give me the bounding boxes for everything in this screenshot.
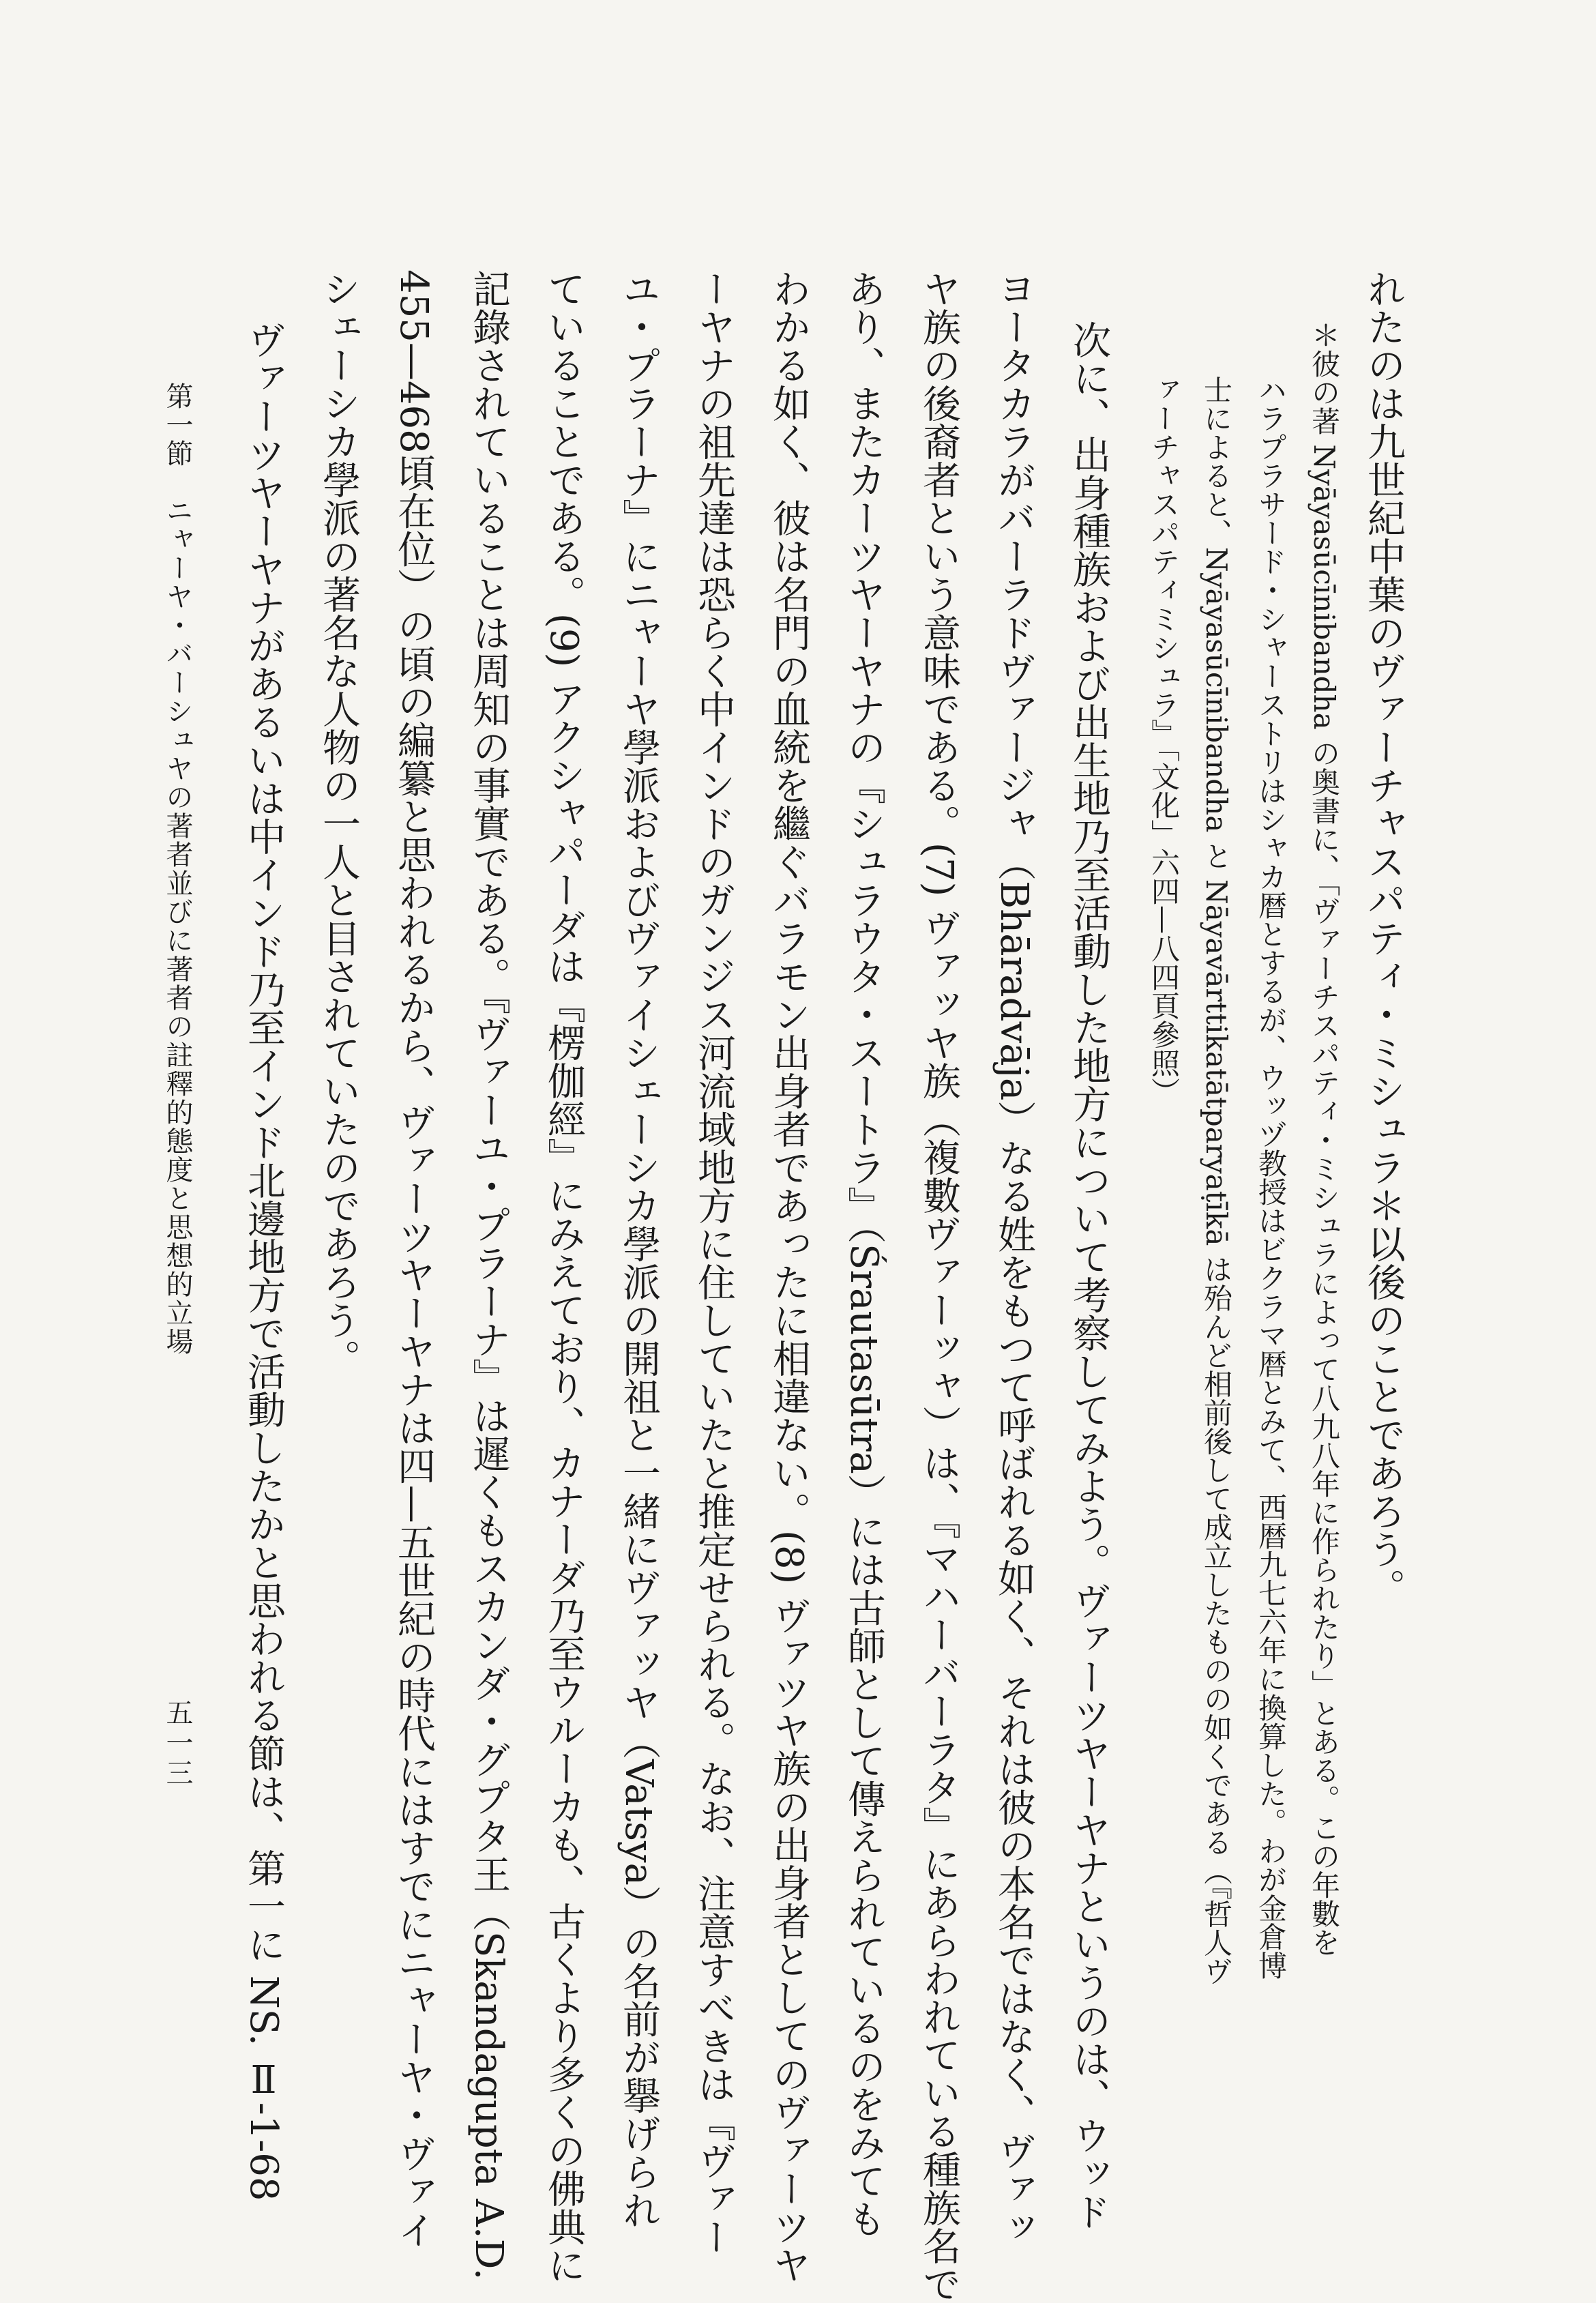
page-number: 五一三 — [162, 1699, 193, 1789]
note-column-1: ＊彼の著 Nyāyasūcīnibandha の奥書に、「ヴァーチスパティ・ミシュラによって八九八年に作られたり」とある。この年數を — [1307, 321, 1341, 1956]
text-column-6: わかる如く、彼は名門の血統を繼ぐバラモン出身者であったに相違ない。(8) ヴァツヤ族の出身者としてのヴァーツヤ — [767, 269, 811, 2285]
text-column-7: ーヤナの祖先達は恐らく中インドのガンジス河流域地方に住していたと推定せられる。なお、注意すべきは『ヴァー — [692, 269, 736, 2256]
note-column-3: 士によると、Nyāyasūcīnibandha と Nāyavārttikatātparyaṭīkā は殆んど相前後して成立したものの如くである（『哲人ヴ — [1200, 375, 1233, 1986]
note-column-4: ァーチャスパティミシュラ』「文化」六四—八四頁參照） — [1147, 375, 1181, 1106]
text-column-8: ユ・プラーナ』にニャーヤ學派およびヴァイシェーシカ學派の開祖と一緒にヴァッヤ（Vatsya）の名前が擧げられ — [617, 269, 661, 2229]
text-column-3: ヨータカラがバーラドヴァージャ（Bhāradvāja）なる姓をもつて呼ばれる如く、それは彼の本名ではなく、ヴァッ — [992, 269, 1036, 2247]
text-column-5: あり、またカーツヤーヤナの『シュラウタ・スートラ』（Śrautasūtra）には古師として傳えられているのをみても — [842, 269, 886, 2238]
text-column-2: 次に、出身種族および出生地乃至活動した地方について考察してみよう。ヴァーツヤーヤナというのは、ウッド — [1067, 321, 1111, 2231]
text-column-12: シェーシカ學派の著名な人物の一人と目されていたのであろう。 — [316, 269, 361, 1377]
note-column-2: ハラプラサード・シャーストリはシャカ暦とするが、ウッヅ教授はビクラマ暦とみて、西暦九七六年に換算した。わが金倉博 — [1254, 375, 1288, 1980]
text-column-9: ていることである。(9) アクシャパーダは『楞伽經』にみえており、カナーダ乃至ウルーカも、古くより多くの佛典に — [542, 269, 586, 2285]
text-column-11: 455—468頃在位）の頃の編纂と思われるから、ヴァーツヤーヤナは四—五世紀の時代にはすでにニャーヤ・ヴァイ — [391, 269, 436, 2249]
text-column-4: ヤ族の後裔者という意味である。(7) ヴァッヤ族（複數ヴァーッャ）は、『マハーバーラタ』にあらわれている種族名で — [917, 269, 961, 2303]
text-column-13: ヴァーツヤーヤナがあるいは中インド乃至インド北邊地方で活動したかと思われる節は、第一に NS. Ⅱ-1-68 — [241, 321, 286, 2201]
running-footer: 第一節 ニャーヤ・バーシュヤの著者並びに著者の註釋的態度と思想的立場 — [162, 382, 193, 1356]
text-column-1: れたのは九世紀中葉のヴァーチャスパティ・ミシュラ＊以後のことであろう。 — [1361, 269, 1406, 1607]
text-column-10: 記錄されていることは周知の事實である。『ヴァーユ・プラーナ』は遲くもスカンダ・グプタ王（Skandagupta A.D. — [467, 269, 511, 2280]
